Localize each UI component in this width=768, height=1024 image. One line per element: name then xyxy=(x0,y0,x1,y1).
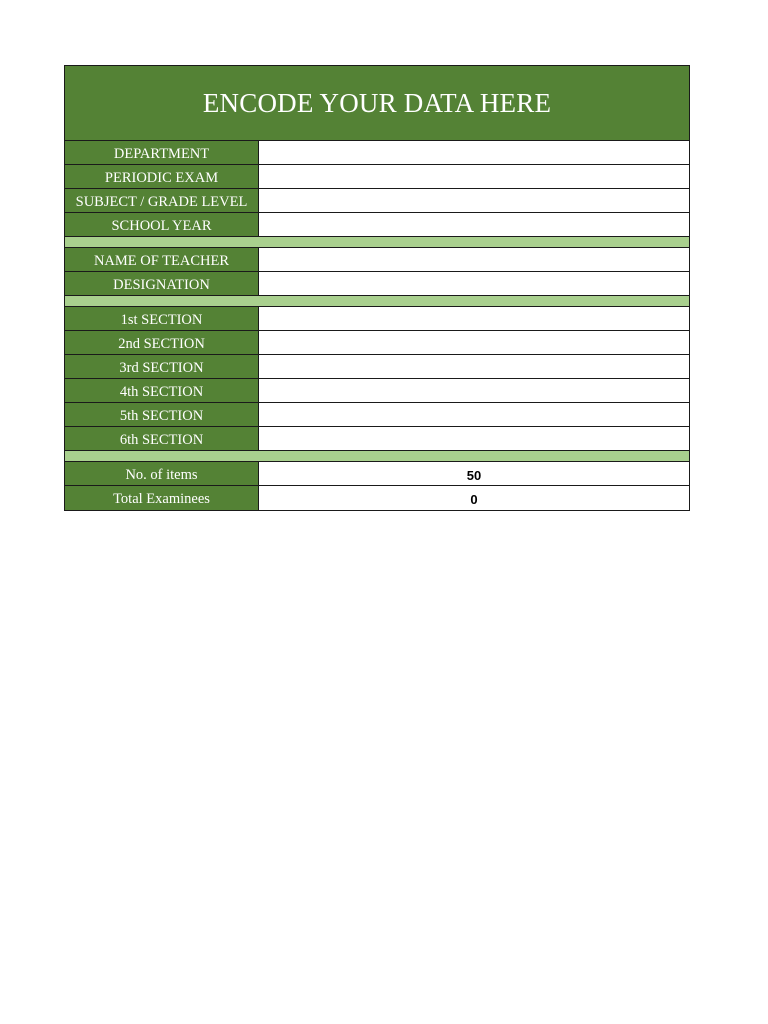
spacer-band-3 xyxy=(65,451,689,462)
designation-input[interactable] xyxy=(259,272,689,295)
data-entry-sheet xyxy=(64,65,690,511)
section-3-label: 3rd SECTION xyxy=(65,355,259,378)
department-input[interactable] xyxy=(259,141,689,164)
row-teacher-name xyxy=(65,248,689,272)
row-section-5 xyxy=(65,403,689,427)
num-items-input[interactable]: 50 xyxy=(259,462,689,485)
section-5-label: 5th SECTION xyxy=(65,403,259,426)
section-2-input[interactable] xyxy=(259,331,689,354)
teacher-name-label: NAME OF TEACHER xyxy=(65,248,259,271)
row-section-3 xyxy=(65,355,689,379)
total-examinees-label: Total Examinees xyxy=(65,486,259,510)
row-department xyxy=(65,141,689,165)
section-2-label: 2nd SECTION xyxy=(65,331,259,354)
teacher-name-input[interactable] xyxy=(259,248,689,271)
total-examinees-value: 0 xyxy=(259,486,689,510)
row-section-1 xyxy=(65,307,689,331)
row-periodic-exam xyxy=(65,165,689,189)
section-6-label: 6th SECTION xyxy=(65,427,259,450)
subject-grade-input[interactable] xyxy=(259,189,689,212)
section-3-input[interactable] xyxy=(259,355,689,378)
school-year-input[interactable] xyxy=(259,213,689,236)
row-school-year xyxy=(65,213,689,237)
section-5-input[interactable] xyxy=(259,403,689,426)
section-6-input[interactable] xyxy=(259,427,689,450)
section-1-label: 1st SECTION xyxy=(65,307,259,330)
row-section-6 xyxy=(65,427,689,451)
school-year-label: SCHOOL YEAR xyxy=(65,213,259,236)
periodic-exam-input[interactable] xyxy=(259,165,689,188)
section-1-input[interactable] xyxy=(259,307,689,330)
section-4-input[interactable] xyxy=(259,379,689,402)
section-4-label: 4th SECTION xyxy=(65,379,259,402)
department-label: DEPARTMENT xyxy=(65,141,259,164)
row-designation xyxy=(65,272,689,296)
row-num-items xyxy=(65,462,689,486)
spacer-band-2 xyxy=(65,296,689,307)
num-items-label: No. of items xyxy=(65,462,259,485)
row-subject-grade xyxy=(65,189,689,213)
designation-label: DESIGNATION xyxy=(65,272,259,295)
row-section-4 xyxy=(65,379,689,403)
row-section-2 xyxy=(65,331,689,355)
sheet-title: ENCODE YOUR DATA HERE xyxy=(65,66,689,141)
spacer-band-1 xyxy=(65,237,689,248)
subject-grade-label: SUBJECT / GRADE LEVEL xyxy=(65,189,259,212)
periodic-exam-label: PERIODIC EXAM xyxy=(65,165,259,188)
row-total-examinees xyxy=(65,486,689,510)
